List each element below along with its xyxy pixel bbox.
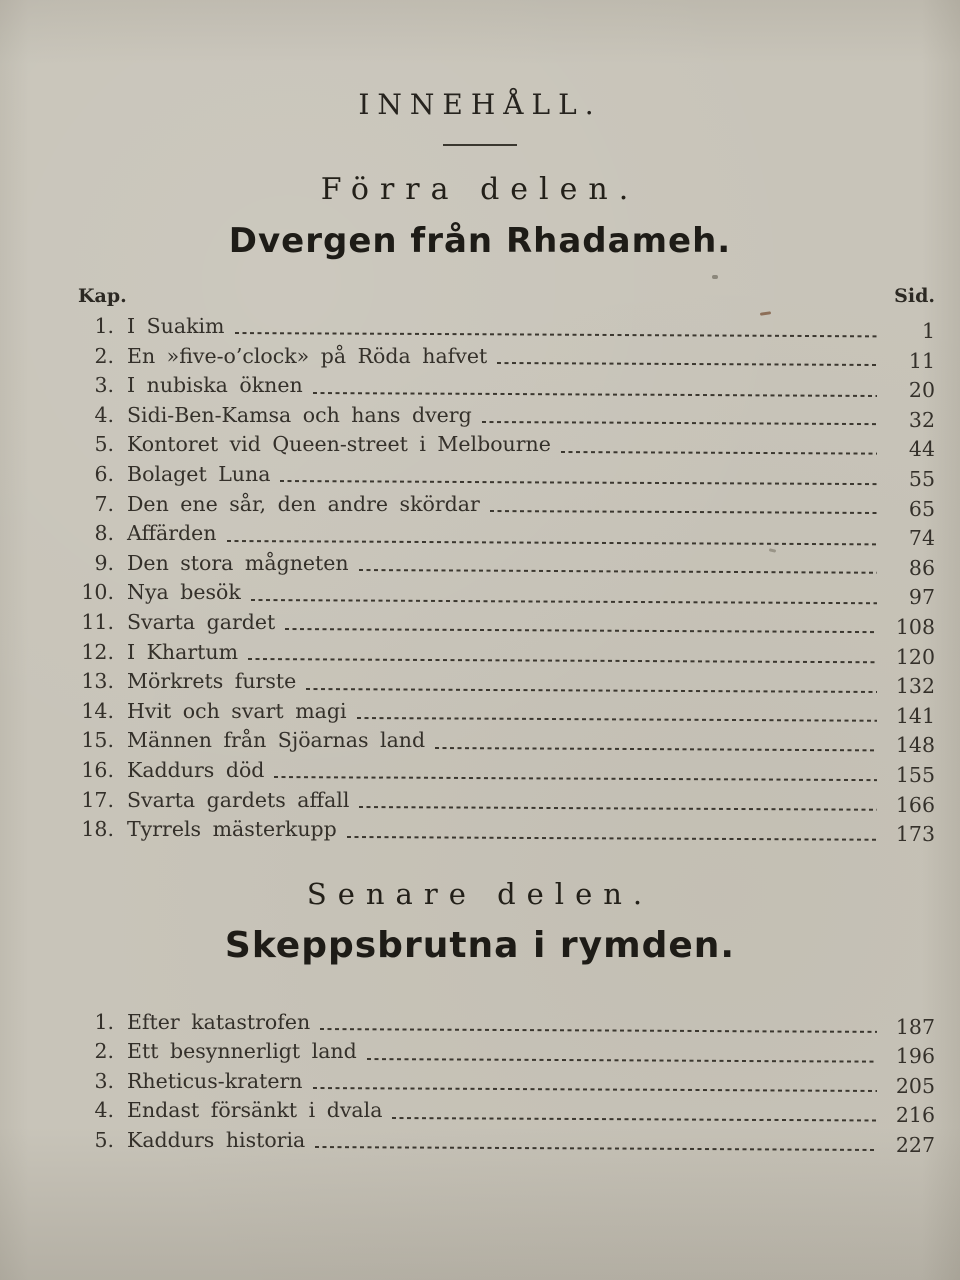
chapter-page-number: 65 [908,496,935,521]
toc-row [78,521,935,551]
chapter-number: 4. [94,402,114,427]
chapter-title: Den stora mågneten [127,550,349,575]
dot-leader [226,540,877,546]
part2-subheading: Skeppsbrutna i rymden. [224,924,736,966]
dot-leader [367,1058,877,1063]
dot-leader [357,717,877,722]
dot-leader [435,747,877,752]
chapter-page-number: 227 [895,1133,935,1158]
chapter-title: Mörkrets furste [127,669,297,694]
chapter-page-number: 187 [895,1014,935,1039]
chapter-title: En »five-o’clock» på Röda hafvet [127,343,488,368]
chapter-number: 10. [81,580,114,605]
chapter-number: 14. [81,698,114,723]
chapter-number: 4. [94,1098,114,1123]
dot-leader [359,806,877,811]
dot-leader [490,510,877,514]
dot-leader [347,836,877,841]
chapter-page-number: 97 [908,585,935,610]
chapter-page-number: 32 [908,407,935,432]
chapter-number: 2. [94,343,114,368]
chapter-page-number: 1 [921,319,935,343]
chapter-title: Rheticus-kratern [127,1068,303,1093]
toc-row [78,640,935,670]
page-title: INNEHÅLL. [358,88,602,121]
toc-row [78,432,935,462]
chapter-title: Affärden [127,521,217,546]
toc-row [78,788,935,818]
dot-leader [235,332,877,338]
toc-row [78,462,935,492]
dot-leader [320,1028,877,1033]
dot-leader [482,421,877,425]
chapter-title: Männen från Sjöarnas land [127,728,426,753]
chapter-page-number: 173 [895,822,935,847]
chapter-number: 5. [94,1128,114,1153]
dot-leader [359,569,877,574]
toc-row [78,610,935,640]
chapter-title: Svarta gardets affall [127,787,350,812]
chapter-number: 5. [94,432,114,457]
chapter-number: 16. [81,757,114,782]
dot-leader [280,480,877,485]
dot-leader [313,1087,877,1092]
toc-list-part1 [78,314,935,847]
toc-row [78,1128,935,1158]
chapter-page-number: 44 [908,437,935,462]
dot-leader [497,362,877,366]
chapter-title: Svarta gardet [127,609,276,634]
chapter-page-number: 141 [895,703,935,728]
chapter-title: Kaddurs död [127,757,265,782]
chapter-number: 11. [81,609,114,634]
chapter-page-number: 196 [895,1044,935,1069]
chapter-page-number: 11 [908,348,935,373]
dot-leader [274,776,877,781]
chapter-number: 2. [94,1039,114,1064]
dot-leader [285,628,877,633]
part1-subheading: Dvergen från Rhadameh. [228,221,732,261]
toc-row [78,669,935,699]
toc-row [78,728,935,758]
toc-row [78,403,935,433]
column-label-kap: Kap. [78,285,127,307]
chapter-page-number: 20 [908,378,935,403]
chapter-number: 3. [94,1068,114,1093]
chapter-page-number: 74 [908,526,935,551]
chapter-page-number: 132 [895,674,935,699]
dot-leader [306,688,877,693]
toc-row [78,1010,935,1040]
chapter-title: I Khartum [127,639,239,664]
toc-row [78,699,935,729]
toc-row [78,314,935,344]
dot-leader [251,599,877,604]
toc-row [78,373,935,403]
chapter-page-number: 155 [895,762,935,787]
chapter-number: 9. [94,550,114,575]
chapter-title: Kaddurs historia [127,1128,306,1153]
chapter-number: 1. [94,1009,114,1034]
chapter-title: Hvit och svart magi [127,698,347,723]
toc-row [78,1098,935,1128]
chapter-page-number: 205 [895,1073,935,1098]
toc-row [78,1069,935,1099]
columns-header [78,284,935,308]
chapter-page-number: 108 [895,614,935,639]
scan-speck [712,275,718,279]
toc-row [78,758,935,788]
chapter-title: Nya besök [127,580,241,605]
chapter-title: I Suakim [127,314,225,338]
toc-row [78,551,935,581]
chapter-number: 17. [81,787,114,812]
title-rule [443,144,517,146]
chapter-page-number: 120 [895,644,935,669]
chapter-number: 12. [81,639,114,664]
dot-leader [313,392,877,397]
toc-row [78,1039,935,1069]
chapter-title: Tyrrels mästerkupp [127,817,337,842]
part2-heading: Senare delen. [306,876,654,911]
chapter-title: Efter katastrofen [127,1009,311,1034]
chapter-number: 7. [94,491,114,516]
chapter-number: 3. [94,373,114,398]
column-label-sid: Sid. [894,285,935,307]
chapter-number: 1. [94,314,114,338]
chapter-title: Kontoret vid Queen-street i Melbourne [127,432,551,457]
chapter-title: Endast försänkt i dvala [127,1098,383,1123]
toc-row [78,580,935,610]
chapter-number: 8. [94,521,114,546]
toc-list-part2 [78,1010,935,1158]
chapter-page-number: 55 [908,466,935,491]
chapter-page-number: 166 [895,792,935,817]
chapter-title: Sidi-Ben-Kamsa och hans dverg [127,402,472,427]
chapter-number: 6. [94,461,114,486]
chapter-page-number: 86 [908,555,935,580]
chapter-number: 18. [81,817,114,842]
chapter-title: Bolaget Luna [127,461,271,486]
toc-row [78,817,935,847]
toc-row [78,492,935,522]
toc-row [78,344,935,374]
dot-leader [392,1117,877,1122]
dot-leader [561,451,877,455]
chapter-number: 15. [81,728,114,753]
dot-leader [315,1146,877,1151]
chapter-number: 13. [81,669,114,694]
dot-leader [248,658,877,663]
chapter-title: I nubiska öknen [127,373,303,398]
chapter-title: Den ene sår, den andre skördar [127,491,480,516]
chapter-page-number: 148 [895,733,935,758]
chapter-title: Ett besynnerligt land [127,1039,357,1064]
part1-heading: Förra delen. [320,172,640,207]
chapter-page-number: 216 [895,1103,935,1128]
